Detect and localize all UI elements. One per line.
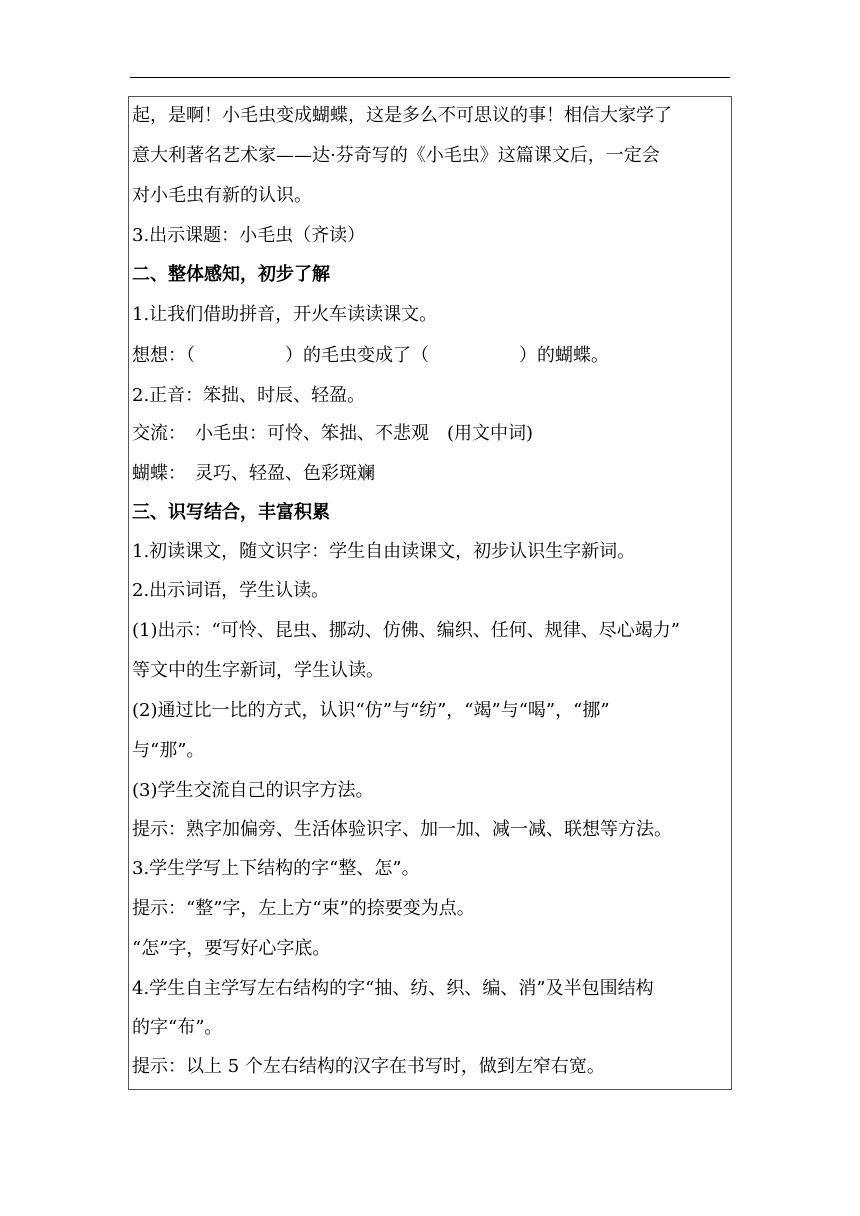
- section-heading: 三、识写结合，丰富积累: [132, 502, 330, 523]
- text-line: (1)出示：“可怜、昆虫、挪动、仿佛、编织、任何、规律、尽心竭力”: [132, 620, 680, 641]
- text-line: 1.初读课文，随文识字：学生自由读课文，初步认识生字新词。: [132, 541, 636, 562]
- text-line: 对小毛虫有新的认识。: [132, 185, 312, 206]
- text-line: (2)通过比一比的方式，认识“仿”与“纺”，“竭”与“喝”，“挪”: [132, 700, 610, 721]
- text-line: 想想：（ ）的毛虫变成了（ ）的蝴蝶。: [132, 345, 609, 366]
- text-line: 2.出示词语，学生认读。: [132, 580, 330, 601]
- text-line: 的字“布”。: [132, 1017, 223, 1038]
- text-line: 提示：熟字加偏旁、生活体验识字、加一加、减一减、联想等方法。: [132, 819, 672, 840]
- text-line: 3.学生学写上下结构的字“整、怎”。: [132, 858, 420, 879]
- text-line: 意大利著名艺术家——达·芬奇写的《小毛虫》这篇课文后，一定会: [132, 145, 660, 166]
- text-line: 提示：以上 5 个左右结构的汉字在书写时，做到左窄右宽。: [132, 1056, 605, 1077]
- text-line: 4.学生自主学写左右结构的字“抽、纺、织、编、消”及半包围结构: [132, 978, 654, 999]
- text-line: 等文中的生字新词，学生认读。: [132, 660, 384, 681]
- header-rule: [130, 77, 730, 78]
- text-line: 起，是啊！小毛虫变成蝴蝶，这是多么不可思议的事！相信大家学了: [132, 105, 672, 126]
- text-line: 1.让我们借助拼音，开火车读读课文。: [132, 304, 438, 325]
- section-heading: 二、整体感知，初步了解: [132, 264, 330, 285]
- text-line: 蝴蝶： 灵巧、轻盈、色彩斑斓: [132, 463, 375, 484]
- text-line: 提示：“整”字，左上方“束”的捺要变为点。: [132, 898, 475, 919]
- text-line: 2.正音：笨拙、时辰、轻盈。: [132, 385, 366, 406]
- text-line: 3.出示课题：小毛虫（齐读）: [132, 225, 366, 246]
- text-line: “怎”字，要写好心字底。: [132, 938, 331, 959]
- text-line: 交流： 小毛虫：可怜、笨拙、不悲观 (用文中词): [132, 423, 534, 444]
- text-line: (3)学生交流自己的识字方法。: [132, 780, 374, 801]
- text-line: 与“那”。: [132, 740, 205, 761]
